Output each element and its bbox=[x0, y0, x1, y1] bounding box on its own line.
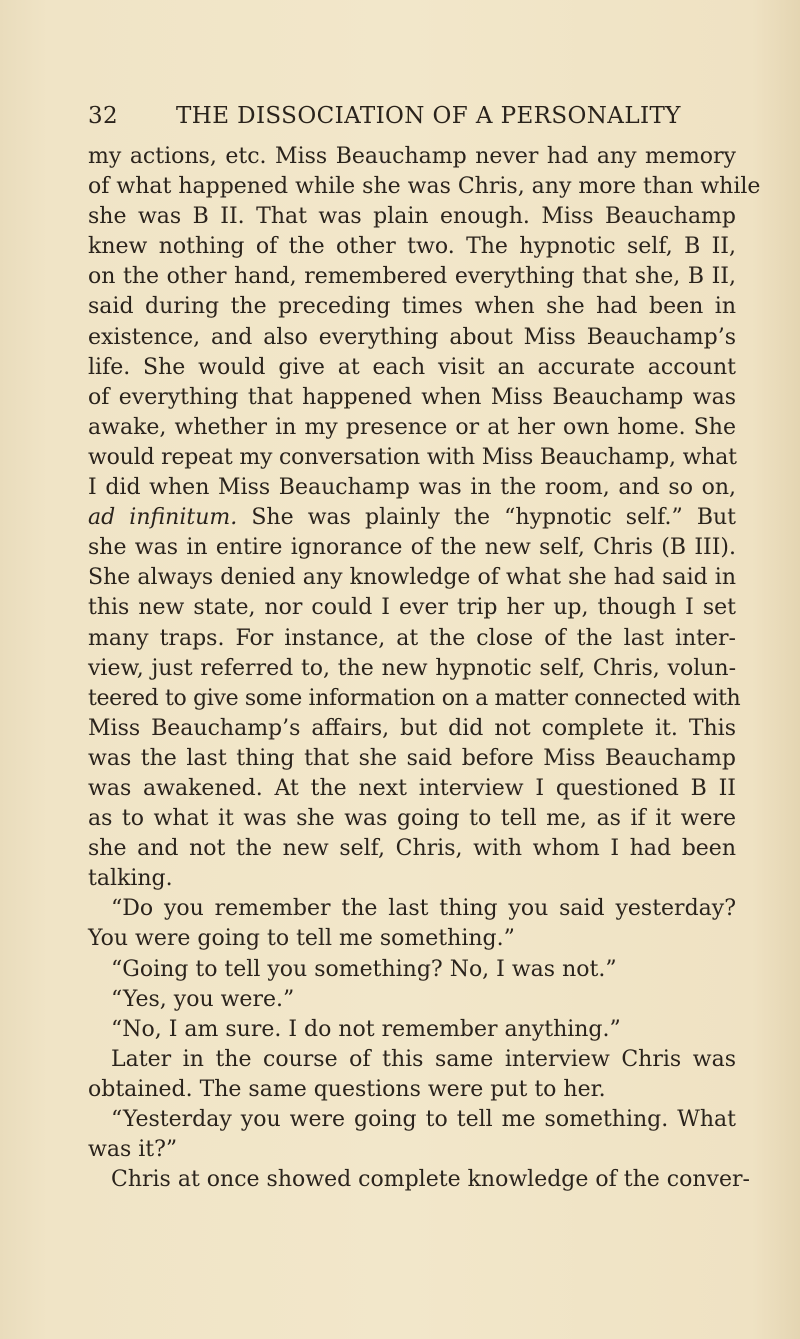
text-line: she was in entire ignorance of the new self, Chris (B III). bbox=[88, 535, 736, 561]
text-line: obtained. The same questions were put to her. bbox=[88, 1076, 606, 1102]
page-number: 32 bbox=[88, 103, 119, 129]
dialogue-line: “Do you remember the last thing you said yesterday? bbox=[111, 896, 736, 922]
text-line: I did when Miss Beauchamp was in the room, and so on, bbox=[88, 475, 736, 501]
text-line: existence, and also everything about Miss Beauchamp’s bbox=[88, 324, 736, 350]
text-line: she was B II. That was plain enough. Miss Beauchamp bbox=[88, 204, 736, 230]
text-line: of what happened while she was Chris, any more than while bbox=[88, 174, 761, 200]
text-line: view, just referred to, the new hypnotic self, Chris, volun- bbox=[88, 655, 736, 681]
text-line: knew nothing of the other two. The hypnotic self, B II, bbox=[88, 234, 736, 260]
text-line: as to what it was she was going to tell me, as if it were bbox=[88, 806, 736, 832]
text-line: was the last thing that she said before Miss Beauchamp bbox=[88, 745, 736, 771]
text-line: many traps. For instance, at the close of the last inter- bbox=[88, 625, 736, 651]
dialogue-line: “Yesterday you were going to tell me something. What bbox=[111, 1107, 736, 1132]
text-line: life. She would give at each visit an accurate account bbox=[88, 354, 736, 380]
text-line: awake, whether in my presence or at her own home. She bbox=[88, 414, 736, 440]
text-line: my actions, etc. Miss Beauchamp never had any memory bbox=[88, 144, 736, 169]
text-line: of everything that happened when Miss Beauchamp was bbox=[88, 384, 736, 410]
text-line: teered to give some information on a matter connected with bbox=[88, 685, 741, 711]
text-line: said during the preceding times when she had been in bbox=[88, 294, 736, 320]
dialogue-line: “No, I am sure. I do not remember anything.” bbox=[111, 1016, 621, 1042]
text-line: would repeat my conversation with Miss Beauchamp, what bbox=[88, 444, 737, 470]
dialogue-line: “Going to tell you something? No, I was not.” bbox=[111, 956, 617, 982]
dialogue-line: “Yes, you were.” bbox=[111, 986, 295, 1012]
dialogue-line: was it?” bbox=[88, 1137, 178, 1163]
text-line: talking. bbox=[88, 866, 173, 892]
text-line: Later in the course of this same interview Chris was bbox=[111, 1046, 736, 1072]
latin-phrase: ad infinitum. bbox=[88, 505, 238, 531]
page-header bbox=[88, 103, 726, 137]
text-line: on the other hand, remembered everything that she, B II, bbox=[88, 264, 736, 290]
text-line: this new state, nor could I ever trip her up, though I set bbox=[88, 595, 736, 621]
text-line: Chris at once showed complete knowledge of the conver- bbox=[111, 1167, 750, 1193]
text-line: she and not the new self, Chris, with whom I had been bbox=[88, 836, 736, 862]
text-line: Miss Beauchamp’s affairs, but did not complete it. This bbox=[88, 715, 736, 741]
text-line: She always denied any knowledge of what she had said in bbox=[88, 565, 736, 591]
text-line-with-latin bbox=[88, 503, 736, 533]
running-title: THE DISSOCIATION OF A PERSONALITY bbox=[176, 103, 681, 129]
dialogue-line: You were going to tell me something.” bbox=[88, 926, 515, 952]
body-text bbox=[88, 142, 761, 1195]
text-fragment: She was plainly the “hypnotic self.” But bbox=[237, 505, 737, 531]
text-line: was awakened. At the next interview I questioned B II bbox=[88, 775, 736, 801]
